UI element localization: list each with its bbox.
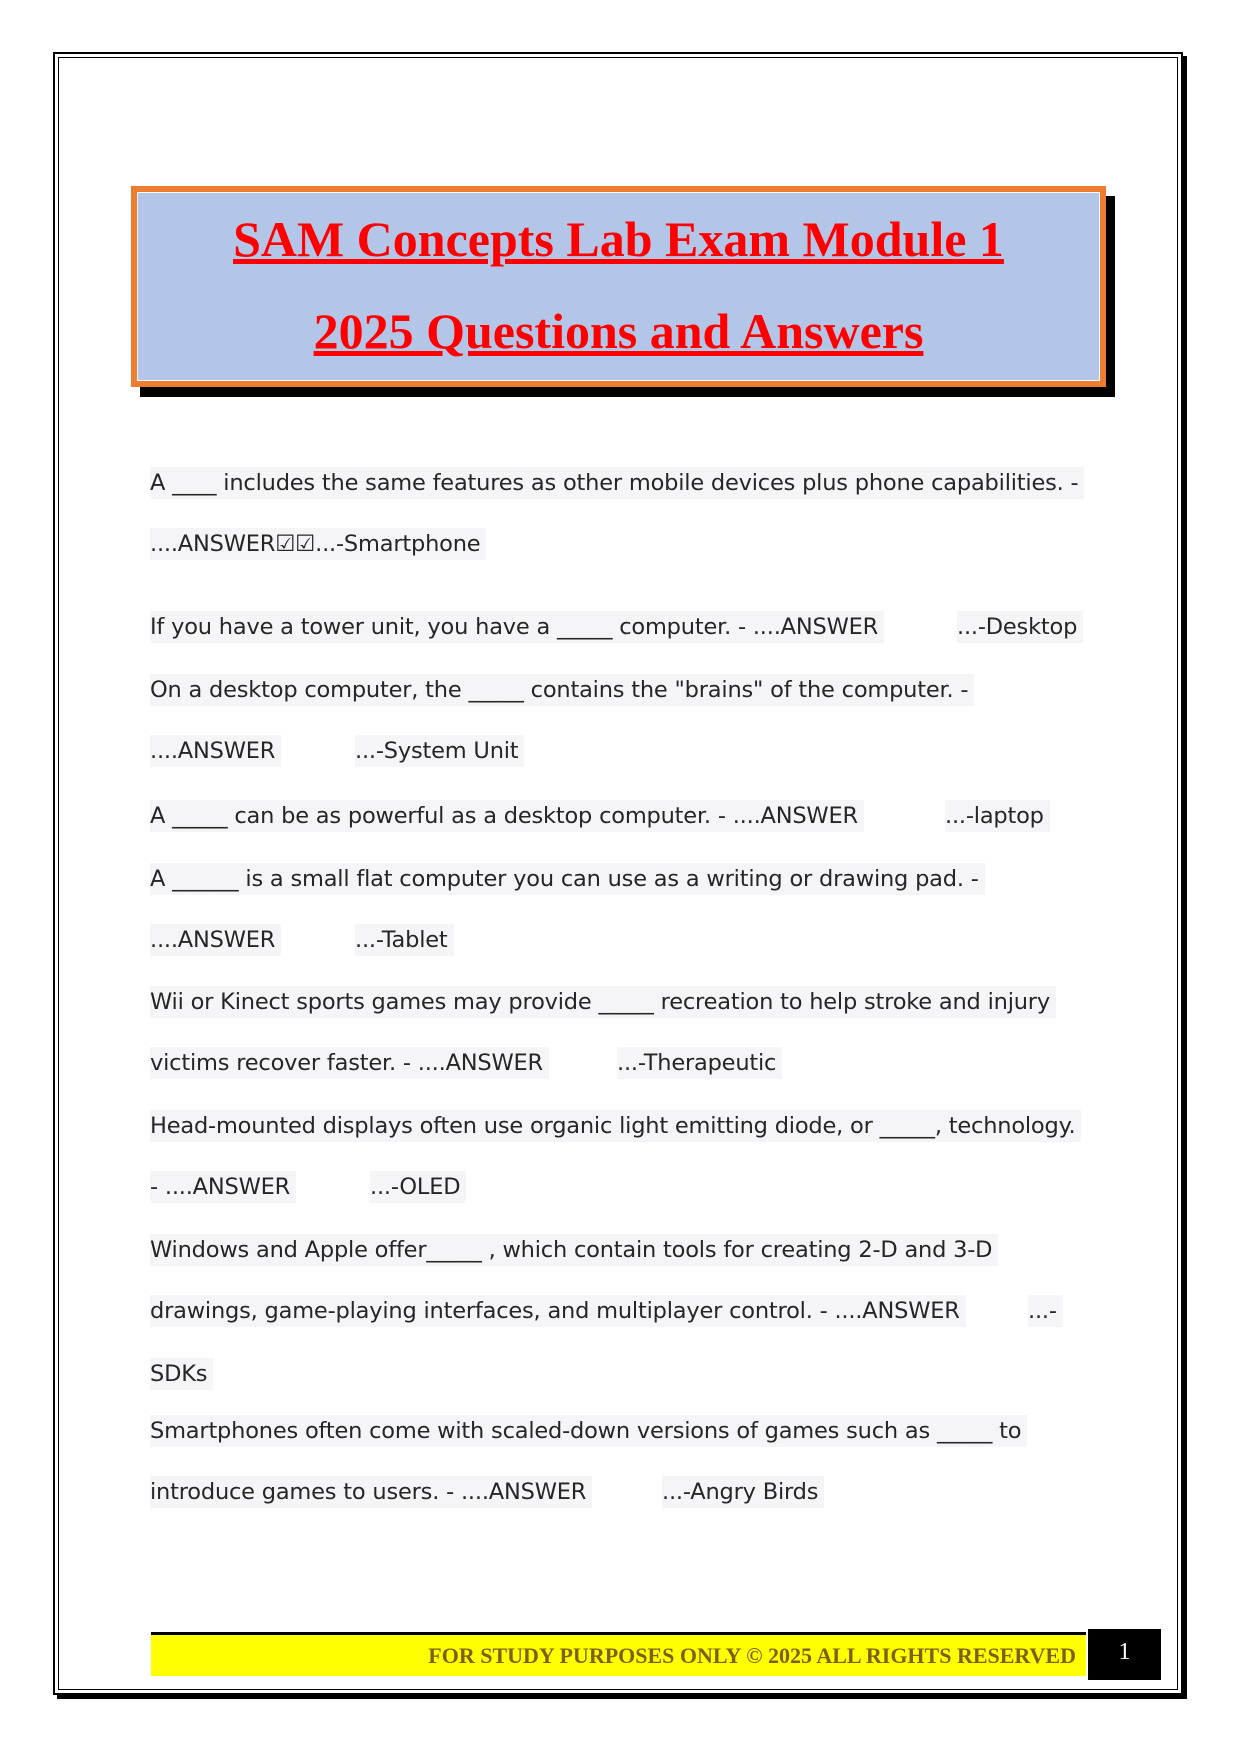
qa-line: ....ANSWER xyxy=(150,924,281,956)
page-frame-shadow xyxy=(57,1695,1187,1699)
qa-line: - ....ANSWER xyxy=(150,1171,296,1203)
qa-answer: ...-Therapeutic xyxy=(617,1047,782,1079)
qa-answer: ...- xyxy=(1028,1295,1063,1327)
qa-line: Head-mounted displays often use organic light emitting diode, or _____, technology. xyxy=(150,1110,1081,1142)
qa-line: drawings, game-playing interfaces, and multiplayer control. - ....ANSWER xyxy=(150,1295,966,1327)
qa-line: victims recover faster. - ....ANSWER xyxy=(150,1047,549,1079)
qa-line: Windows and Apple offer_____ , which contain tools for creating 2-D and 3-D xyxy=(150,1234,998,1266)
qa-line: If you have a tower unit, you have a _____ computer. - ....ANSWER xyxy=(150,611,884,643)
qa-answer: ...-Tablet xyxy=(355,924,454,956)
page-title-line-2: 2025 Questions and Answers xyxy=(313,303,924,359)
page-number: 1 xyxy=(1088,1629,1161,1680)
qa-answer: SDKs xyxy=(150,1358,213,1390)
qa-answer: ...-Desktop xyxy=(957,611,1083,643)
qa-answer: ...-Angry Birds xyxy=(662,1476,824,1508)
qa-line: A ______ is a small flat computer you can use as a writing or drawing pad. - xyxy=(150,863,985,895)
qa-line: Smartphones often come with scaled-down versions of games such as _____ to xyxy=(150,1415,1027,1447)
qa-answer: ...-laptop xyxy=(945,800,1050,832)
footer-notice: FOR STUDY PURPOSES ONLY © 2025 ALL RIGHTS RESERVED xyxy=(151,1632,1086,1676)
qa-line: A _____ can be as powerful as a desktop computer. - ....ANSWER xyxy=(150,800,864,832)
qa-line: On a desktop computer, the _____ contains the "brains" of the computer. - xyxy=(150,674,974,706)
qa-answer: ...-OLED xyxy=(370,1171,466,1203)
title-box xyxy=(131,186,1106,387)
qa-line: introduce games to users. - ....ANSWER xyxy=(150,1476,592,1508)
qa-line: Wii or Kinect sports games may provide _____ recreation to help stroke and injury xyxy=(150,986,1056,1018)
title-inner xyxy=(137,192,1100,381)
qa-line: A ____ includes the same features as other mobile devices plus phone capabilities. - xyxy=(150,467,1084,499)
qa-line: ....ANSWER xyxy=(150,735,281,767)
qa-answer: ...-System Unit xyxy=(355,735,524,767)
page-frame-shadow xyxy=(1183,56,1187,1699)
qa-line: ....ANSWER☑☑...-Smartphone xyxy=(150,528,486,560)
page-title-line-1: SAM Concepts Lab Exam Module 1 xyxy=(233,211,1004,267)
